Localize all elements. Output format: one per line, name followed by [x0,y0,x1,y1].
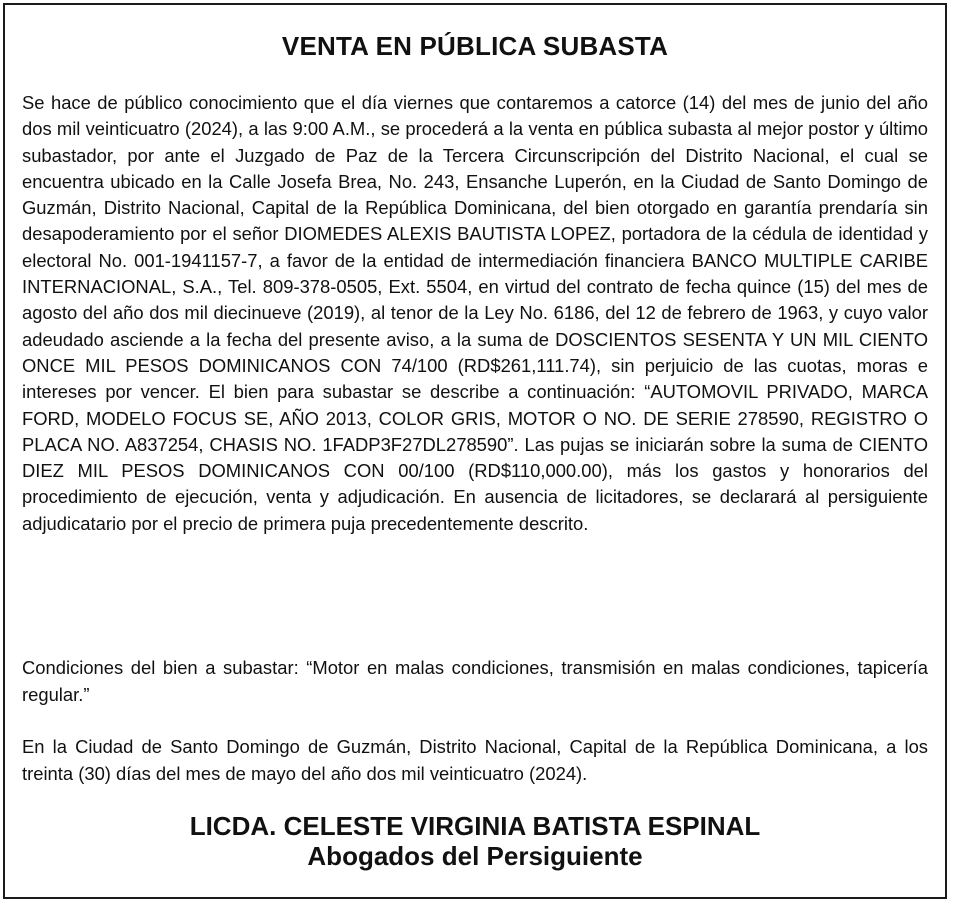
conditions-paragraph: Condiciones del bien a subastar: “Motor en malas condiciones, transmisión en malas condiciones, tapicería regular.” [22,657,928,705]
notice-title: VENTA EN PÚBLICA SUBASTA [281,31,669,61]
signature-role: Abogados del Persiguiente [307,841,643,871]
auction-notice [3,3,947,899]
notice-body-paragraph: Se hace de público conocimiento que el día viernes que contaremos a catorce (14) del mes de junio del año dos mil veinticuatro (2024), a las 9:00 A.M., se procederá a la venta en pública subasta al mejor postor y último subastador, por ante el Juzgado de Paz de la Tercera Circunscripción del Distrito Nacional, el cual se encuentra ubicado en la Calle Josefa Brea, No. 243, Ensanche Luperón, en la Ciudad de Santo Domingo de Guzmán, Distrito Nacional, Capital de la República Dominicana, del bien otorgado en garantía prendaría sin desapoderamiento por el señor DIOMEDES ALEXIS BAUTISTA LOPEZ, portadora de la cédula de identidad y electoral No. 001-1941157-7, a favor de la entidad de intermediación financiera BANCO MULTIPLE CARIBE INTERNACIONAL, S.A., Tel. 809-378-0505, Ext. 5504, en virtud del contrato de fecha quince (15) del mes de agosto del año dos mil diecinueve (2019), al tenor de la Ley No. 6186, del 12 de febrero de 1963, y cuyo valor adeudado asciende a la fecha del presente aviso, a la suma de DOSCIENTOS SESENTA Y UN MIL CIENTO ONCE MIL PESOS DOMINICANOS CON 74/100 (RD$261,111.74), sin perjuicio de las cuotas, moras e intereses por vencer. El bien para subastar se describe a continuación: “AUTOMOVIL PRIVADO, MARCA FORD, MODELO FOCUS SE, AÑO 2013, COLOR GRIS, MOTOR O NO. DE SERIE 278590, REGISTRO O PLACA NO. A837254, CHASIS NO. 1FADP3F27DL278590”. Las pujas se iniciarán sobre la suma de CIENTO DIEZ MIL PESOS DOMINICANOS CON 00/100 (RD$110,000.00), más los gastos y honorarios del procedimiento de ejecución, venta y adjudicación. En ausencia de licitadores, se declarará al persiguiente adjudicatario por el precio de primera puja precedentemente descrito. [22,92,928,534]
signature-name: LICDA. CELESTE VIRGINIA BATISTA ESPINAL [189,811,761,841]
closing-paragraph: En la Ciudad de Santo Domingo de Guzmán, Distrito Nacional, Capital de la República Dominicana, a los treinta (30) días del mes de mayo del año dos mil veinticuatro (2024). [22,736,928,784]
